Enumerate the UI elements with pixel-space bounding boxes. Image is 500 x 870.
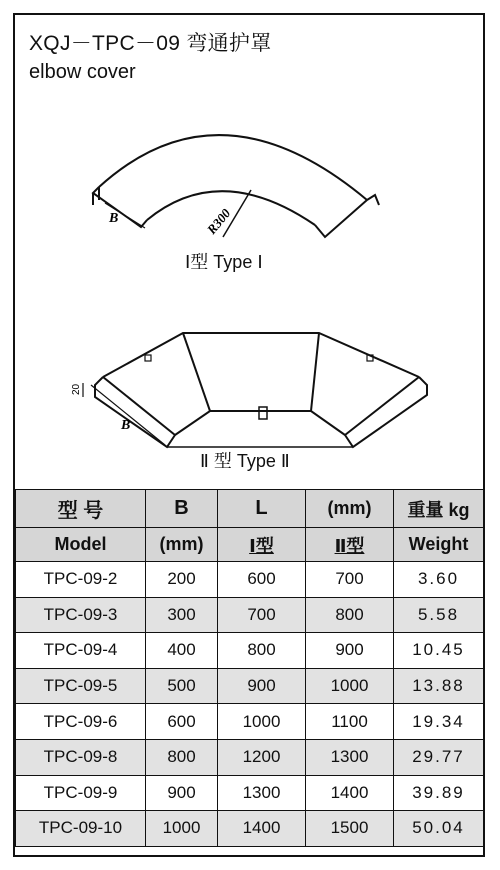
header-l-type1: Ⅰ型 xyxy=(218,528,306,562)
page-subtitle: elbow cover xyxy=(29,61,136,83)
table-row xyxy=(16,597,484,633)
type2-caption: Ⅱ 型 Type Ⅱ xyxy=(200,451,290,471)
cell-l1: 1200 xyxy=(218,739,306,775)
cell-model: TPC-09-4 xyxy=(16,633,146,669)
table-row xyxy=(16,633,484,669)
cell-weight: 5.58 xyxy=(394,597,484,633)
cell-model: TPC-09-8 xyxy=(16,739,146,775)
cell-model: TPC-09-2 xyxy=(16,562,146,598)
cell-weight: 19.34 xyxy=(394,704,484,740)
header-l-label: L xyxy=(218,490,306,528)
header-weight-cn: 重量 kg xyxy=(394,490,484,528)
type1-caption: Ⅰ型 Type Ⅰ xyxy=(185,252,263,272)
cell-model: TPC-09-10 xyxy=(16,811,146,847)
cell-l2: 1500 xyxy=(306,811,394,847)
cell-l2: 1400 xyxy=(306,775,394,811)
cell-weight: 29.77 xyxy=(394,739,484,775)
cell-weight: 13.88 xyxy=(394,668,484,704)
type2-elbow-drawing xyxy=(83,333,427,447)
cell-l1: 800 xyxy=(218,633,306,669)
cell-model: TPC-09-9 xyxy=(16,775,146,811)
page-title: XQJ－TPC－09 弯通护罩 xyxy=(29,32,272,55)
cell-b: 400 xyxy=(146,633,218,669)
header-b: B xyxy=(146,490,218,528)
header-b-unit: (mm) xyxy=(146,528,218,562)
spec-table xyxy=(15,489,484,847)
cell-b: 200 xyxy=(146,562,218,598)
spec-table-container xyxy=(15,489,483,847)
cell-b: 1000 xyxy=(146,811,218,847)
cell-l2: 700 xyxy=(306,562,394,598)
cell-b: 600 xyxy=(146,704,218,740)
cell-l1: 1000 xyxy=(218,704,306,740)
type1-radius-label: R300 xyxy=(203,205,234,237)
header-l-type2: Ⅱ型 xyxy=(306,528,394,562)
cell-weight: 3.60 xyxy=(394,562,484,598)
cell-weight: 50.04 xyxy=(394,811,484,847)
table-row xyxy=(16,775,484,811)
header-model-en: Model xyxy=(16,528,146,562)
table-row xyxy=(16,739,484,775)
cell-weight: 39.89 xyxy=(394,775,484,811)
cell-model: TPC-09-3 xyxy=(16,597,146,633)
cell-l2: 800 xyxy=(306,597,394,633)
cell-l1: 700 xyxy=(218,597,306,633)
cell-l2: 1100 xyxy=(306,704,394,740)
cell-l1: 1400 xyxy=(218,811,306,847)
cell-b: 800 xyxy=(146,739,218,775)
type2-width-label: B xyxy=(121,418,131,433)
cell-l2: 1000 xyxy=(306,668,394,704)
cell-b: 300 xyxy=(146,597,218,633)
cell-model: TPC-09-6 xyxy=(16,704,146,740)
cell-l2: 1300 xyxy=(306,739,394,775)
cell-l1: 900 xyxy=(218,668,306,704)
cell-b: 500 xyxy=(146,668,218,704)
header-weight-en: Weight xyxy=(394,528,484,562)
cell-weight: 10.45 xyxy=(394,633,484,669)
type1-elbow-drawing xyxy=(93,135,379,237)
table-row xyxy=(16,704,484,740)
header-l-unit: (mm) xyxy=(306,490,394,528)
table-row xyxy=(16,668,484,704)
cell-l2: 900 xyxy=(306,633,394,669)
table-row xyxy=(16,562,484,598)
cell-model: TPC-09-5 xyxy=(16,668,146,704)
table-row xyxy=(16,811,484,847)
cell-b: 900 xyxy=(146,775,218,811)
cell-l1: 600 xyxy=(218,562,306,598)
header-model-cn: 型 号 xyxy=(16,490,146,528)
cell-l1: 1300 xyxy=(218,775,306,811)
type2-height-label: 20 xyxy=(71,383,82,395)
spec-sheet xyxy=(13,13,485,857)
type1-width-label: B xyxy=(109,211,119,226)
